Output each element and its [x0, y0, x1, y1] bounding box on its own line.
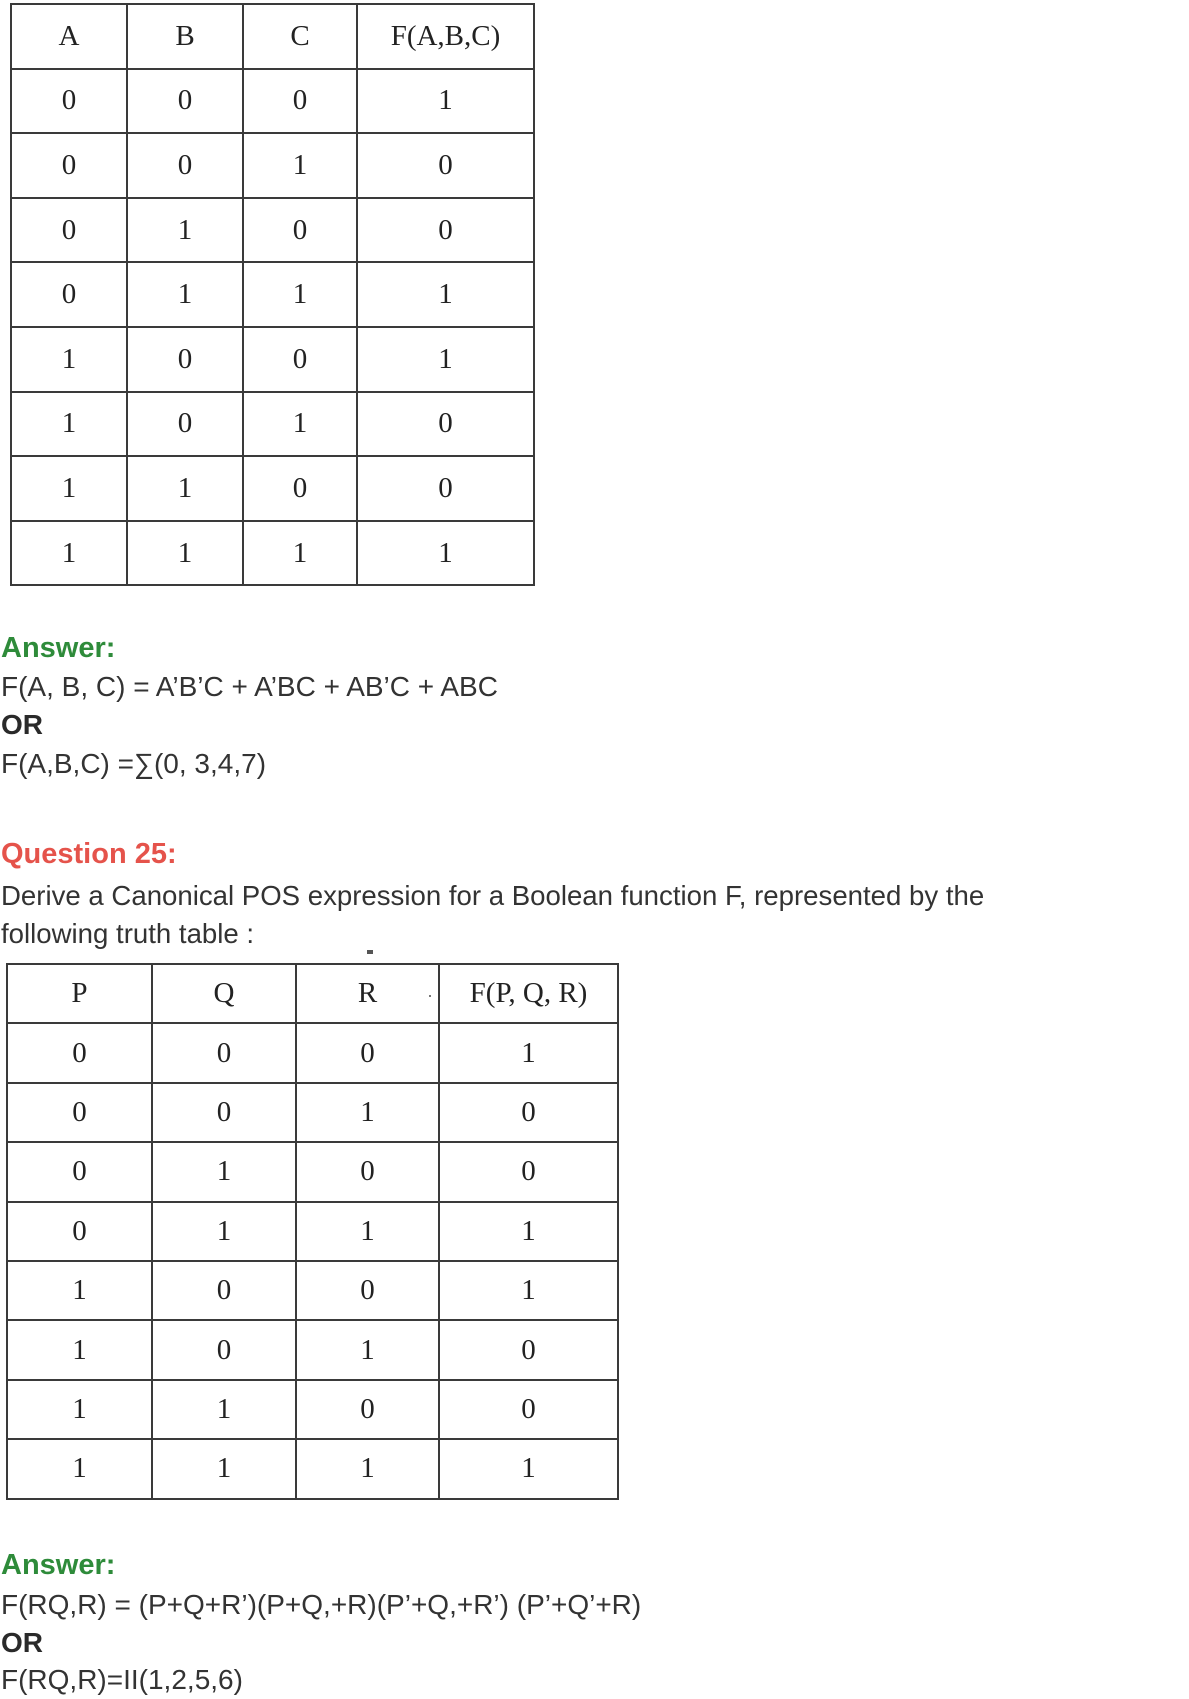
cell: 0: [127, 133, 243, 198]
table-row: [7, 1202, 618, 1261]
table-row: [7, 1023, 618, 1082]
scan-artifact-mark: [367, 950, 373, 954]
table-row: [11, 198, 534, 263]
column-header-a: A: [11, 4, 127, 69]
table-header-row: [11, 4, 534, 69]
cell: 0: [243, 198, 357, 263]
cell: 1: [7, 1380, 152, 1439]
column-header-f: F(P, Q, R): [439, 964, 618, 1023]
cell: 1: [357, 521, 534, 586]
cell: 1: [357, 327, 534, 392]
column-header-f: F(A,B,C): [357, 4, 534, 69]
cell: 0: [296, 1142, 439, 1201]
column-header-r: R: [296, 964, 439, 1023]
cell: 1: [7, 1261, 152, 1320]
column-header-p: P: [7, 964, 152, 1023]
cell: 0: [7, 1023, 152, 1082]
cell: 0: [11, 198, 127, 263]
cell: 1: [439, 1261, 618, 1320]
cell: 1: [152, 1439, 296, 1498]
cell: 0: [127, 392, 243, 457]
scan-artifact-dot: [429, 995, 431, 997]
cell: 1: [127, 198, 243, 263]
column-header-c: C: [243, 4, 357, 69]
table-row: [11, 327, 534, 392]
cell: 0: [357, 198, 534, 263]
cell: 0: [127, 327, 243, 392]
table-row: [7, 1083, 618, 1142]
cell: 1: [11, 521, 127, 586]
cell: 1: [152, 1380, 296, 1439]
cell: 0: [152, 1261, 296, 1320]
table-row: [11, 69, 534, 134]
table-row: [11, 392, 534, 457]
cell: 0: [296, 1023, 439, 1082]
cell: 0: [11, 69, 127, 134]
sop-expression: F(A, B, C) = A’B’C + A’BC + AB’C + ABC: [1, 671, 498, 702]
cell: 0: [357, 456, 534, 521]
table-row: [7, 1142, 618, 1201]
cell: 1: [439, 1439, 618, 1498]
cell: 0: [7, 1142, 152, 1201]
cell: 1: [11, 456, 127, 521]
cell: 1: [357, 262, 534, 327]
cell: 0: [439, 1380, 618, 1439]
cell: 0: [152, 1083, 296, 1142]
truth-table-abc: [10, 3, 535, 586]
cell: 0: [11, 133, 127, 198]
cell: 1: [7, 1320, 152, 1379]
column-header-b: B: [127, 4, 243, 69]
cell: 0: [296, 1261, 439, 1320]
table-row: [7, 1439, 618, 1498]
column-header-q: Q: [152, 964, 296, 1023]
cell: 1: [152, 1142, 296, 1201]
cell: 0: [439, 1083, 618, 1142]
cell: 0: [439, 1320, 618, 1379]
cell: 0: [127, 69, 243, 134]
cell: 1: [11, 392, 127, 457]
cell: 1: [243, 262, 357, 327]
cell: 0: [7, 1202, 152, 1261]
cell: 1: [243, 392, 357, 457]
cell: 1: [357, 69, 534, 134]
table-row: [7, 1261, 618, 1320]
question-text-line-2: following truth table :: [1, 918, 255, 949]
question-text-line-1: Derive a Canonical POS expression for a Boolean function F, represented by the: [1, 880, 985, 911]
cell: 0: [243, 456, 357, 521]
cell: 1: [127, 521, 243, 586]
cell: 1: [439, 1023, 618, 1082]
cell: 1: [243, 521, 357, 586]
cell: 1: [127, 262, 243, 327]
cell: 0: [439, 1142, 618, 1201]
cell: 1: [243, 133, 357, 198]
cell: 1: [7, 1439, 152, 1498]
cell: 0: [7, 1083, 152, 1142]
table-row: [11, 456, 534, 521]
cell: 0: [296, 1380, 439, 1439]
pos-expression: F(RQ,R) = (P+Q+R’)(P+Q,+R)(P’+Q,+R’) (P’+Q’+R): [1, 1589, 642, 1620]
answer-heading: Answer:: [1, 1549, 116, 1581]
cell: 0: [243, 69, 357, 134]
cell: 1: [11, 327, 127, 392]
table-row: [11, 521, 534, 586]
cell: 1: [296, 1083, 439, 1142]
table-row: [11, 262, 534, 327]
table-row: [7, 1380, 618, 1439]
table-header-row: [7, 964, 618, 1023]
cell: 1: [152, 1202, 296, 1261]
cell: 0: [243, 327, 357, 392]
cell: 0: [357, 133, 534, 198]
cell: 0: [152, 1320, 296, 1379]
or-label: OR: [1, 1627, 43, 1658]
cell: 1: [296, 1439, 439, 1498]
cell: 0: [357, 392, 534, 457]
cell: 1: [439, 1202, 618, 1261]
truth-table-pqr: [6, 963, 619, 1500]
cell: 1: [127, 456, 243, 521]
cell: 1: [296, 1202, 439, 1261]
question-heading: Question 25:: [1, 838, 177, 870]
table-row: [7, 1320, 618, 1379]
cell: 0: [152, 1023, 296, 1082]
answer-heading: Answer:: [1, 632, 116, 664]
table-row: [11, 133, 534, 198]
minterm-expression: F(A,B,C) =∑(0, 3,4,7): [1, 748, 267, 779]
cell: 1: [296, 1320, 439, 1379]
maxterm-expression: F(RQ,R)=II(1,2,5,6): [1, 1664, 243, 1695]
cell: 0: [11, 262, 127, 327]
or-label: OR: [1, 709, 43, 740]
